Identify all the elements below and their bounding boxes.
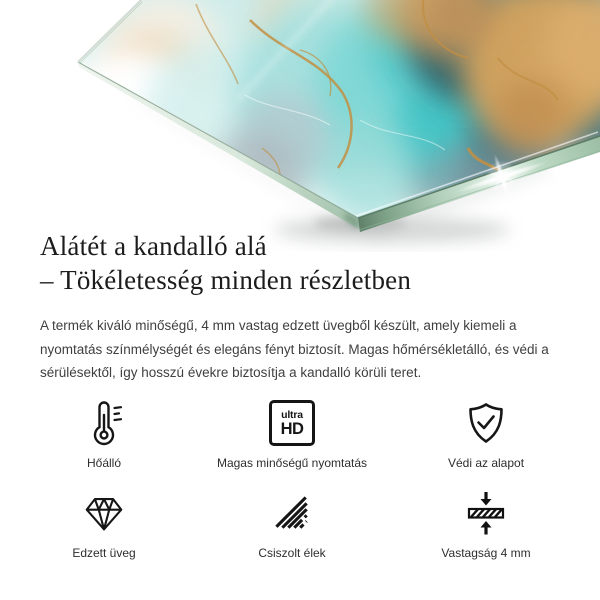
feature-label: Hőálló	[86, 456, 122, 470]
thermometer-icon	[80, 397, 128, 449]
feature-label: Vastagság 4 mm	[441, 546, 531, 560]
feature-tempered-glass	[20, 487, 188, 560]
feature-polished-edges	[188, 487, 396, 560]
shield-check-icon	[462, 397, 510, 449]
ultra-hd-badge-top: ultra	[281, 408, 303, 421]
feature-heat-resistant	[20, 397, 188, 470]
feature-thickness	[396, 487, 576, 560]
feature-label: Csiszolt élek	[258, 546, 326, 560]
polished-edges-icon	[270, 487, 314, 539]
feature-protects-base	[396, 397, 576, 470]
feature-label: Edzett üveg	[72, 546, 136, 560]
thickness-icon	[462, 487, 510, 539]
product-description: A termék kiváló minőségű, 4 mm vastag edzett üvegből készült, amely kiemeli a nyomtatás színmélységét és elegáns fényt biztosít. Magas hőmérsékletálló, és védi a sérülésektől, így hosszú évekre biztosítja a kandalló körüli teret.	[40, 318, 549, 380]
feature-label: Magas minőségű nyomtatás	[216, 456, 368, 470]
feature-grid	[20, 397, 580, 560]
page-title-line1: Alátét a kandalló alá	[40, 231, 267, 261]
ultra-hd-icon	[269, 397, 315, 449]
ultra-hd-badge-bottom: HD	[280, 419, 304, 438]
diamond-icon	[81, 487, 127, 539]
page-title-line2: – Tökéletesség minden részletben	[40, 265, 412, 295]
page-title	[40, 229, 560, 297]
product-image	[0, 0, 600, 252]
feature-label: Védi az alapot	[447, 456, 525, 470]
feature-ultra-hd-print	[188, 397, 396, 470]
